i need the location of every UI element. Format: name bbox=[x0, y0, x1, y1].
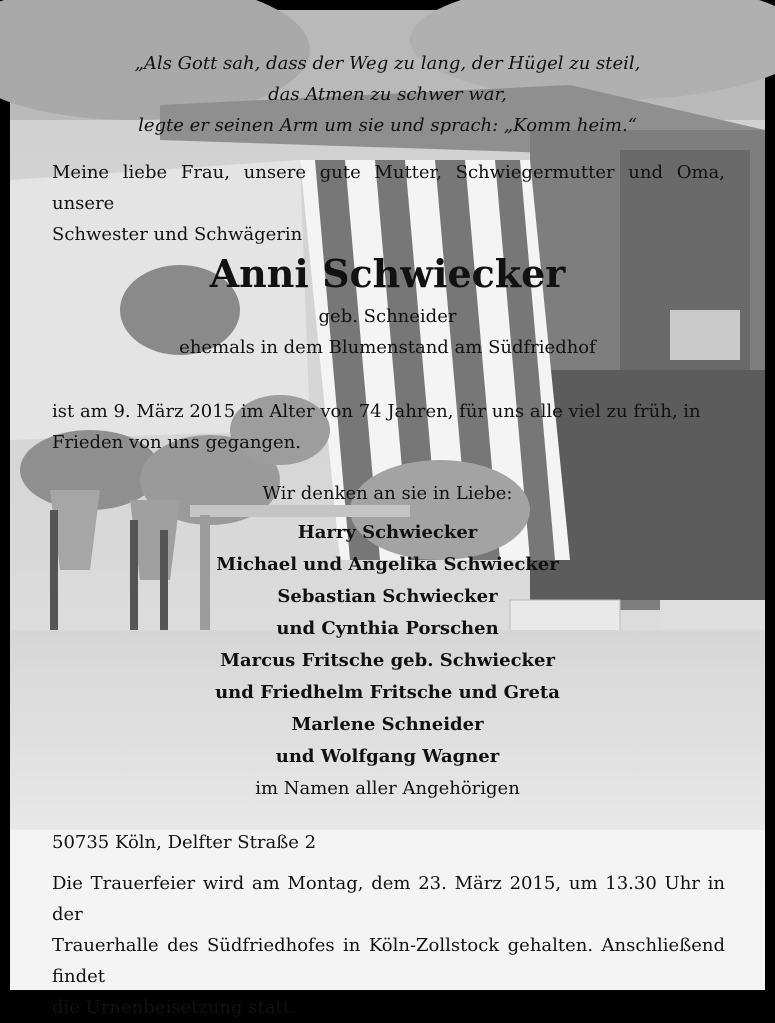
remembrance-line: Wir denken an sie in Liebe: bbox=[262, 483, 513, 504]
mourner-name: und Cynthia Porschen bbox=[276, 618, 499, 639]
quote-line: das Atmen zu schwer war, bbox=[268, 84, 507, 105]
mourner-name: Harry Schwiecker bbox=[297, 522, 478, 543]
mourners-list bbox=[10, 517, 765, 773]
quote-line: „Als Gott sah, dass der Weg zu lang, der Hügel zu steil, bbox=[134, 53, 641, 74]
ceremony-line: Die Trauerfeier wird am Montag, dem 23. März 2015, um 13.30 Uhr in der bbox=[52, 873, 725, 925]
former-occupation: ehemals in dem Blumenstand am Südfriedhof bbox=[179, 337, 596, 358]
birth-name: geb. Schneider bbox=[318, 306, 457, 327]
intro-line: Schwester und Schwägerin bbox=[52, 224, 303, 245]
death-notice bbox=[52, 396, 725, 458]
death-notice-line: ist am 9. März 2015 im Alter von 74 Jahren, für uns alle viel zu früh, in bbox=[52, 401, 701, 422]
intro-line: Meine liebe Frau, unsere gute Mutter, Schwiegermutter und Oma, unsere bbox=[52, 162, 725, 214]
ceremony-line: die Urnenbeisetzung statt. bbox=[52, 997, 296, 1018]
mourner-name: Marcus Fritsche geb. Schwiecker bbox=[220, 650, 555, 671]
mourner-name: und Friedhelm Fritsche und Greta bbox=[215, 682, 560, 703]
opening-quote bbox=[10, 48, 765, 141]
family-line: im Namen aller Angehörigen bbox=[255, 778, 520, 799]
deceased-name: Anni Schwiecker bbox=[209, 251, 566, 296]
mourner-name: Marlene Schneider bbox=[291, 714, 484, 735]
mourner-name: Sebastian Schwiecker bbox=[277, 586, 498, 607]
ceremony-line: Trauerhalle des Südfriedhofes in Köln-Zollstock gehalten. Anschließend findet bbox=[52, 935, 725, 987]
address: 50735 Köln, Delfter Straße 2 bbox=[52, 832, 317, 853]
mourner-name: und Wolfgang Wagner bbox=[275, 746, 500, 767]
ceremony-paragraph bbox=[52, 868, 725, 1023]
obituary-notice bbox=[10, 10, 765, 1018]
intro-paragraph bbox=[52, 157, 725, 250]
mourner-name: Michael und Angelika Schwiecker bbox=[216, 554, 559, 575]
death-notice-line: Frieden von uns gegangen. bbox=[52, 432, 301, 453]
notice-text bbox=[10, 10, 765, 1018]
quote-line: legte er seinen Arm um sie und sprach: „Komm heim.“ bbox=[138, 115, 637, 136]
